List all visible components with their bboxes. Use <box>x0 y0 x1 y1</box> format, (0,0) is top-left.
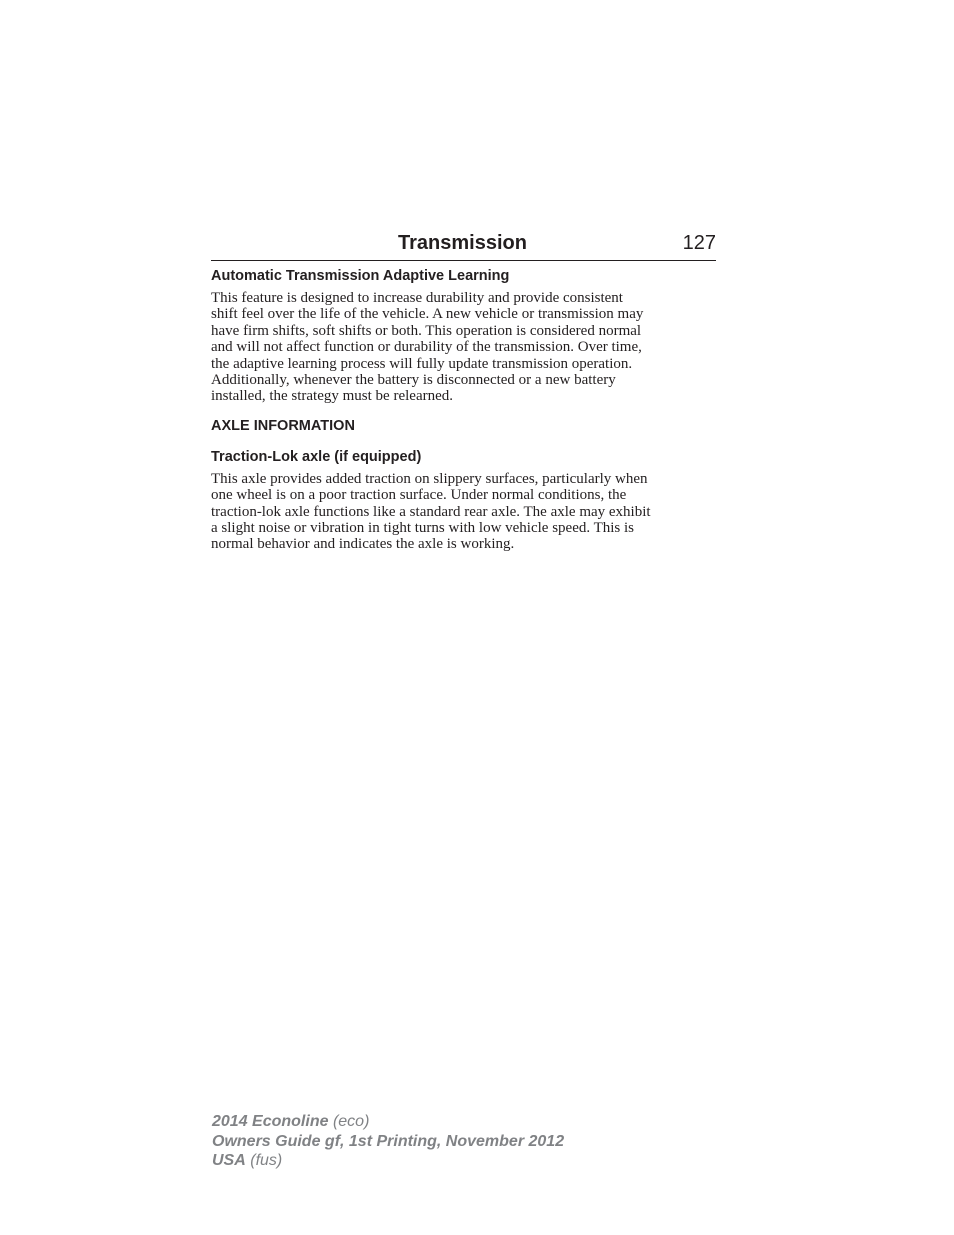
text-line: a slight noise or vibration in tight turns with low vehicle speed. This is <box>211 520 635 537</box>
footer-market: USA <box>212 1152 246 1169</box>
adaptive-learning-paragraph <box>211 290 719 405</box>
text-line: This feature is designed to increase durability and provide consistent <box>211 290 623 306</box>
text-line: This axle provides added traction on slippery surfaces, particularly when <box>211 470 648 487</box>
footer-model-code: (eco) <box>332 1113 370 1130</box>
text-line: one wheel is on a poor traction surface. Under normal conditions, the <box>211 487 627 504</box>
text-line: and will not affect function or durability of the transmission. Over time, <box>211 339 642 356</box>
footer-market-code: (fus) <box>250 1152 283 1169</box>
footer-market-line <box>212 1151 564 1171</box>
footer-model: 2014 Econoline <box>212 1113 329 1130</box>
text-line: traction-lok axle functions like a standard rear axle. The axle may exhibit <box>211 503 651 520</box>
footer-model-line <box>212 1112 564 1132</box>
traction-lok-heading: Traction-Lok axle (if equipped) <box>211 448 422 465</box>
chapter-title: Transmission <box>398 232 527 254</box>
adaptive-learning-heading: Automatic Transmission Adaptive Learning <box>211 268 510 284</box>
traction-lok-paragraph <box>211 471 719 553</box>
text-line: normal behavior and indicates the axle is working. <box>211 536 515 553</box>
page-number: 127 <box>682 232 716 254</box>
text-line: have firm shifts, soft shifts or both. This operation is considered normal <box>211 322 642 339</box>
page-header <box>211 228 716 261</box>
footer-printing: Owners Guide gf, 1st Printing, November 2012 <box>212 1132 565 1150</box>
text-line: the adaptive learning process will fully update transmission operation. <box>211 355 633 372</box>
text-line: installed, the strategy must be relearned. <box>211 388 453 405</box>
axle-information-heading: AXLE INFORMATION <box>211 417 355 434</box>
text-line: shift feel over the life of the vehicle. A new vehicle or transmission may <box>211 306 644 323</box>
page-footer <box>212 1112 564 1171</box>
footer-printing-line <box>212 1132 564 1152</box>
text-line: Additionally, whenever the battery is disconnected or a new battery <box>211 372 616 389</box>
page-content <box>211 267 719 553</box>
